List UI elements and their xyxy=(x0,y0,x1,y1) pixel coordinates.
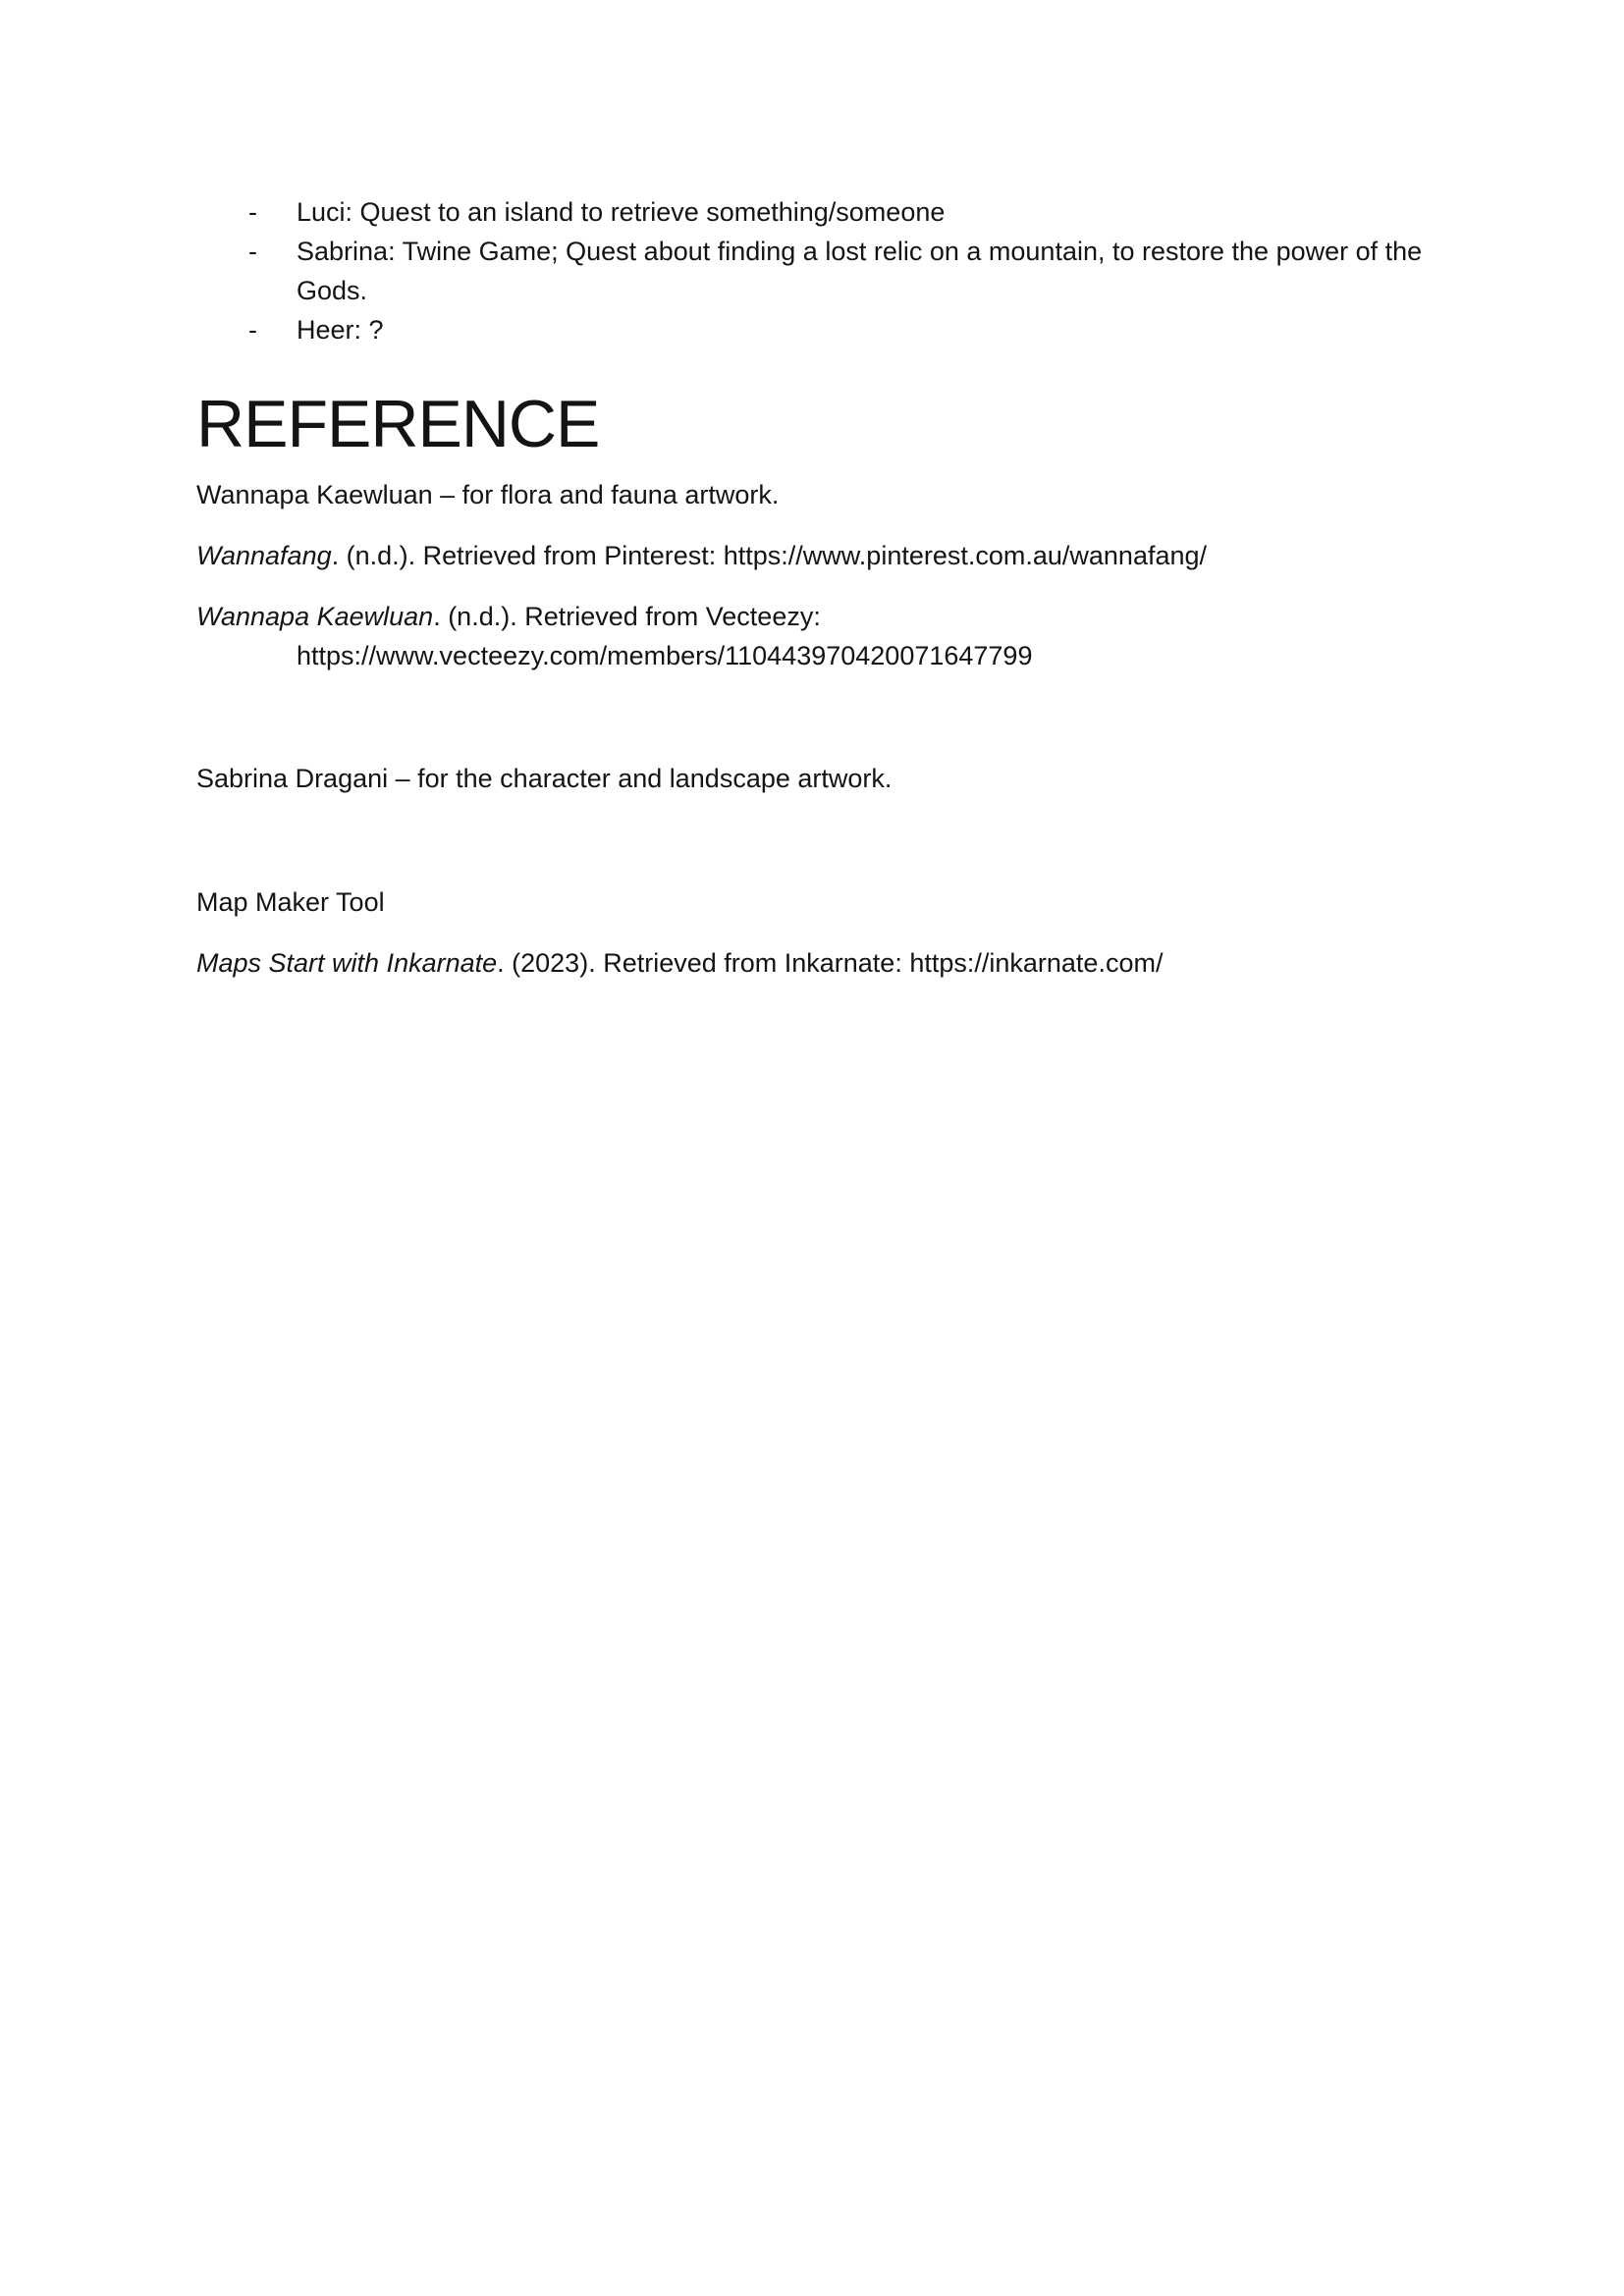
reference-url: https://www.vecteezy.com/members/110443970420071647799 xyxy=(297,641,1033,670)
reference-entry-pinterest xyxy=(196,536,1463,575)
credit-character-landscape: Sabrina Dragani – for the character and landscape artwork. xyxy=(196,764,893,793)
bullet-dash: - xyxy=(248,197,257,227)
bullet-dash: - xyxy=(248,237,257,266)
reference-title: Wannapa Kaewluan xyxy=(196,602,434,631)
reference-details: . (2023). Retrieved from Inkarnate: https://inkarnate.com/ xyxy=(497,948,1164,978)
reference-entry-vecteezy xyxy=(196,597,1463,675)
reference-details: . (n.d.). Retrieved from Vecteezy: xyxy=(433,602,821,631)
list-item xyxy=(196,192,1463,232)
map-maker-tool-label: Map Maker Tool xyxy=(196,887,385,917)
list-item-text: Luci: Quest to an island to retrieve something/someone xyxy=(297,197,946,227)
reference-entry-inkarnate xyxy=(196,943,1463,983)
credit-flora-fauna: Wannapa Kaewluan – for flora and fauna artwork. xyxy=(196,480,780,509)
reference-title: Maps Start with Inkarnate xyxy=(196,948,498,978)
reference-details: . (n.d.). Retrieved from Pinterest: https://www.pinterest.com.au/wannafang/ xyxy=(331,541,1208,570)
reference-title: Wannafang xyxy=(196,541,332,570)
bullet-dash: - xyxy=(248,315,257,345)
list-item-text: Heer: ? xyxy=(297,315,384,345)
list-item-text: Sabrina: Twine Game; Quest about finding a lost relic on a mountain, to restore the power of the Gods. xyxy=(297,237,1423,305)
list-item xyxy=(196,232,1463,310)
quest-bullet-list xyxy=(196,192,1463,349)
reference-heading: REFERENCE xyxy=(196,387,600,461)
list-item xyxy=(196,310,1463,349)
